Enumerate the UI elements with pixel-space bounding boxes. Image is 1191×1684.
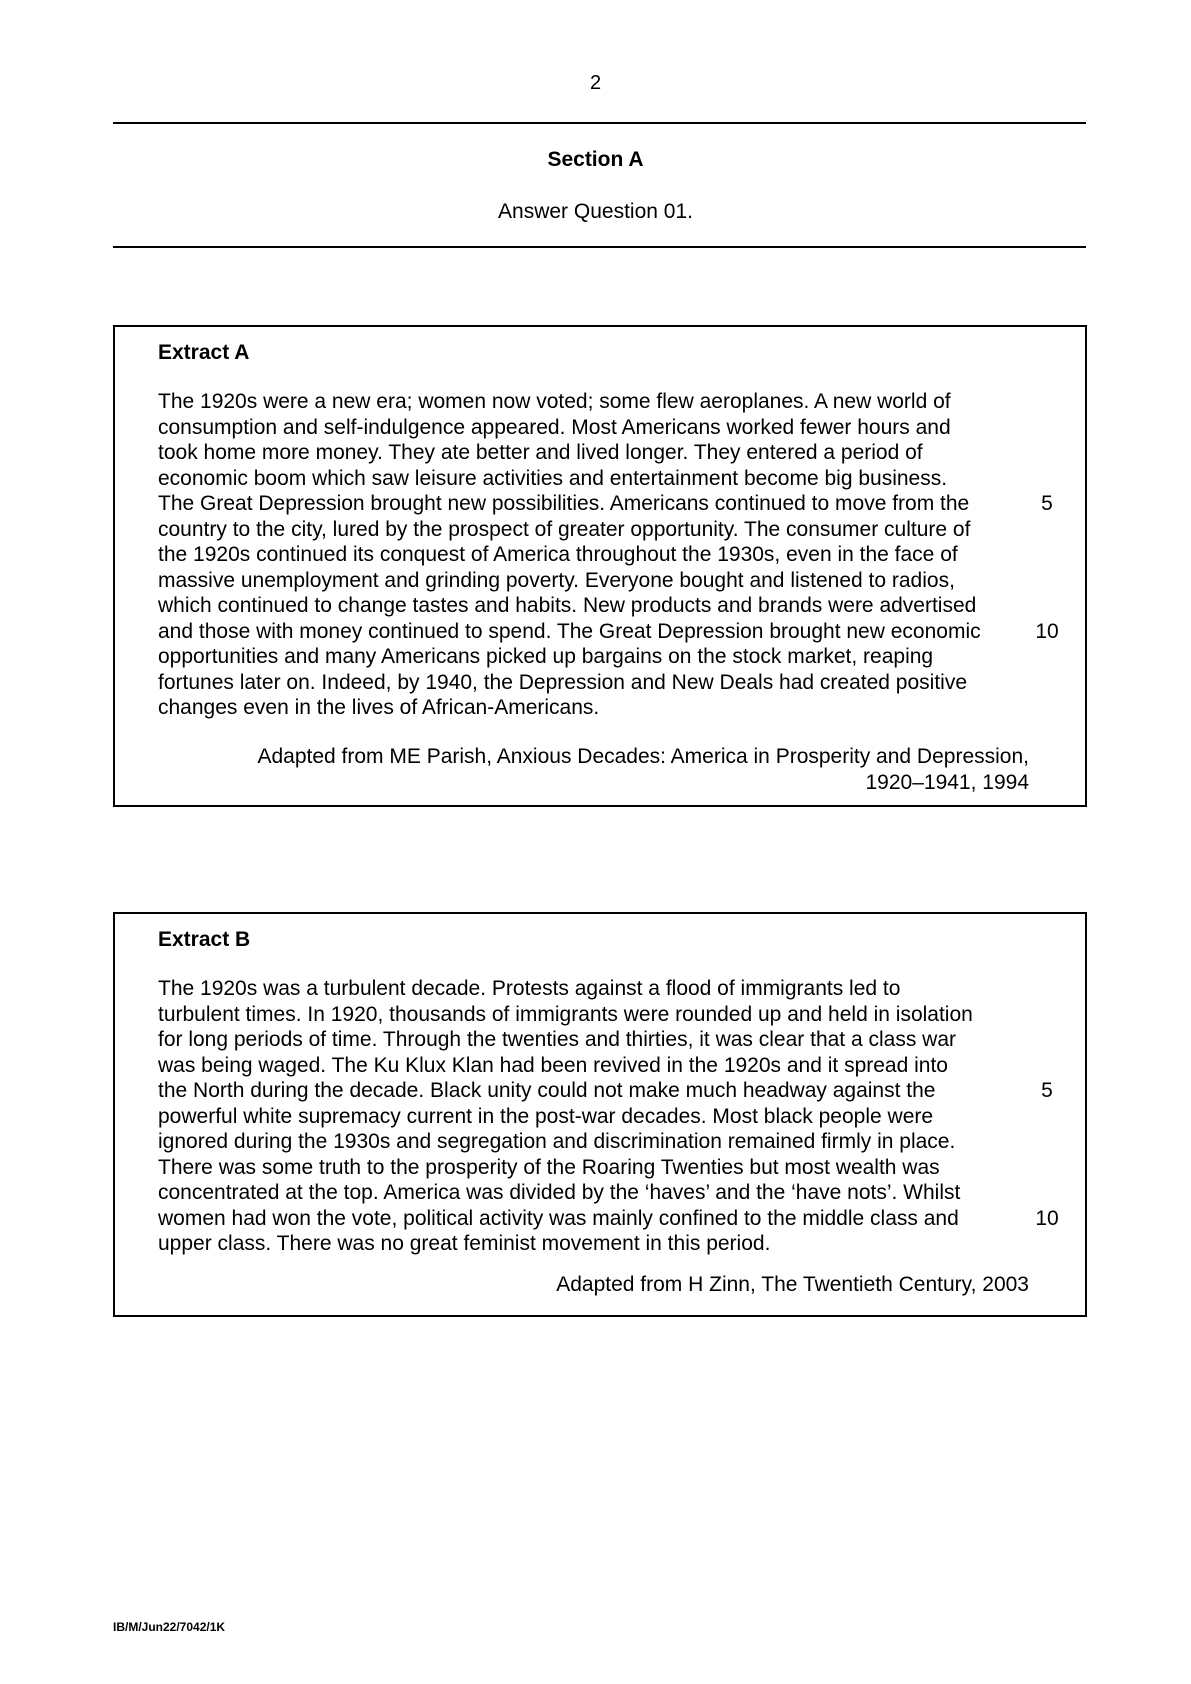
extract-line: which continued to change tastes and habits. New products and brands were advertised — [158, 594, 977, 617]
extract-line: consumption and self-indulgence appeared. Most Americans worked fewer hours and — [158, 415, 951, 439]
extract-line-text: the North during the decade. Black unity could not make much headway against the — [158, 1079, 936, 1102]
header-rule-top — [113, 122, 1086, 124]
extract-line: economic boom which saw leisure activities and entertainment become big business. — [158, 466, 948, 490]
source-line: Adapted from ME Parish, Anxious Decades: America in Prosperity and Depression, — [257, 745, 1029, 768]
source-line: Adapted from H Zinn, The Twentieth Century, 2003 — [556, 1273, 1029, 1296]
extract-a-source — [257, 744, 1029, 795]
extract-line: for long periods of time. Through the twenties and thirties, it was clear that a class war — [158, 1028, 956, 1051]
extract-line: There was some truth to the prosperity of the Roaring Twenties but most wealth was — [158, 1155, 940, 1179]
extract-line: changes even in the lives of African-Americans. — [158, 696, 600, 719]
extract-line — [158, 619, 1068, 645]
extract-line: massive unemployment and grinding poverty. Everyone bought and listened to radios, — [158, 568, 955, 592]
extract-line: powerful white supremacy current in the post-war decades. Most black people were — [158, 1104, 934, 1128]
extract-line — [158, 1206, 1068, 1232]
page-number: 2 — [589, 72, 602, 94]
extract-line-text: women had won the vote, political activity was mainly confined to the middle class and — [158, 1206, 959, 1230]
extract-line-text: The Great Depression brought new possibilities. Americans continued to move from the — [158, 492, 970, 515]
extract-line: turbulent times. In 1920, thousands of immigrants were rounded up and held in isolation — [158, 1002, 973, 1026]
extract-line: took home more money. They ate better and lived longer. They entered a period of — [158, 441, 923, 464]
extract-line: the 1920s continued its conquest of America throughout the 1930s, even in the face of — [158, 543, 958, 566]
extract-b-text — [158, 976, 1068, 1257]
extract-line: was being waged. The Ku Klux Klan had been revived in the 1920s and it spread into — [158, 1053, 948, 1077]
extract-b-box — [113, 912, 1087, 1317]
extract-line: upper class. There was no great feminist movement in this period. — [158, 1232, 771, 1255]
section-title: Section A — [547, 148, 644, 171]
extract-line — [158, 1078, 1068, 1104]
extract-b-heading: Extract B — [158, 928, 251, 951]
line-number-5: 5 — [1041, 492, 1053, 515]
extract-line: ignored during the 1930s and segregation and discrimination remained firmly in place. — [158, 1130, 956, 1153]
header-rule-bottom — [113, 246, 1086, 248]
line-number-10: 10 — [1035, 1206, 1059, 1230]
extract-line: fortunes later on. Indeed, by 1940, the Depression and New Deals had created positive — [158, 670, 968, 694]
extract-line — [158, 491, 1068, 517]
line-number-10: 10 — [1035, 619, 1059, 643]
extract-line: country to the city, lured by the prospect of greater opportunity. The consumer culture of — [158, 517, 971, 541]
extract-line-text: and those with money continued to spend. The Great Depression brought new economic — [158, 619, 981, 643]
extract-line: The 1920s were a new era; women now voted; some flew aeroplanes. A new world of — [158, 390, 951, 413]
extract-a-text — [158, 389, 1068, 721]
source-line: 1920–1941, 1994 — [865, 770, 1029, 794]
extract-line: The 1920s was a turbulent decade. Protests against a flood of immigrants led to — [158, 977, 901, 1000]
line-number-5: 5 — [1041, 1079, 1053, 1102]
extract-a-box — [113, 325, 1087, 807]
section-instruction: Answer Question 01. — [498, 200, 693, 223]
extract-line: concentrated at the top. America was divided by the ‘haves’ and the ‘have nots’. Whilst — [158, 1181, 961, 1204]
extract-a-heading: Extract A — [158, 341, 250, 364]
footer-reference: IB/M/Jun22/7042/1K — [113, 1620, 226, 1634]
extract-b-source — [556, 1272, 1029, 1298]
extract-line: opportunities and many Americans picked up bargains on the stock market, reaping — [158, 645, 934, 668]
